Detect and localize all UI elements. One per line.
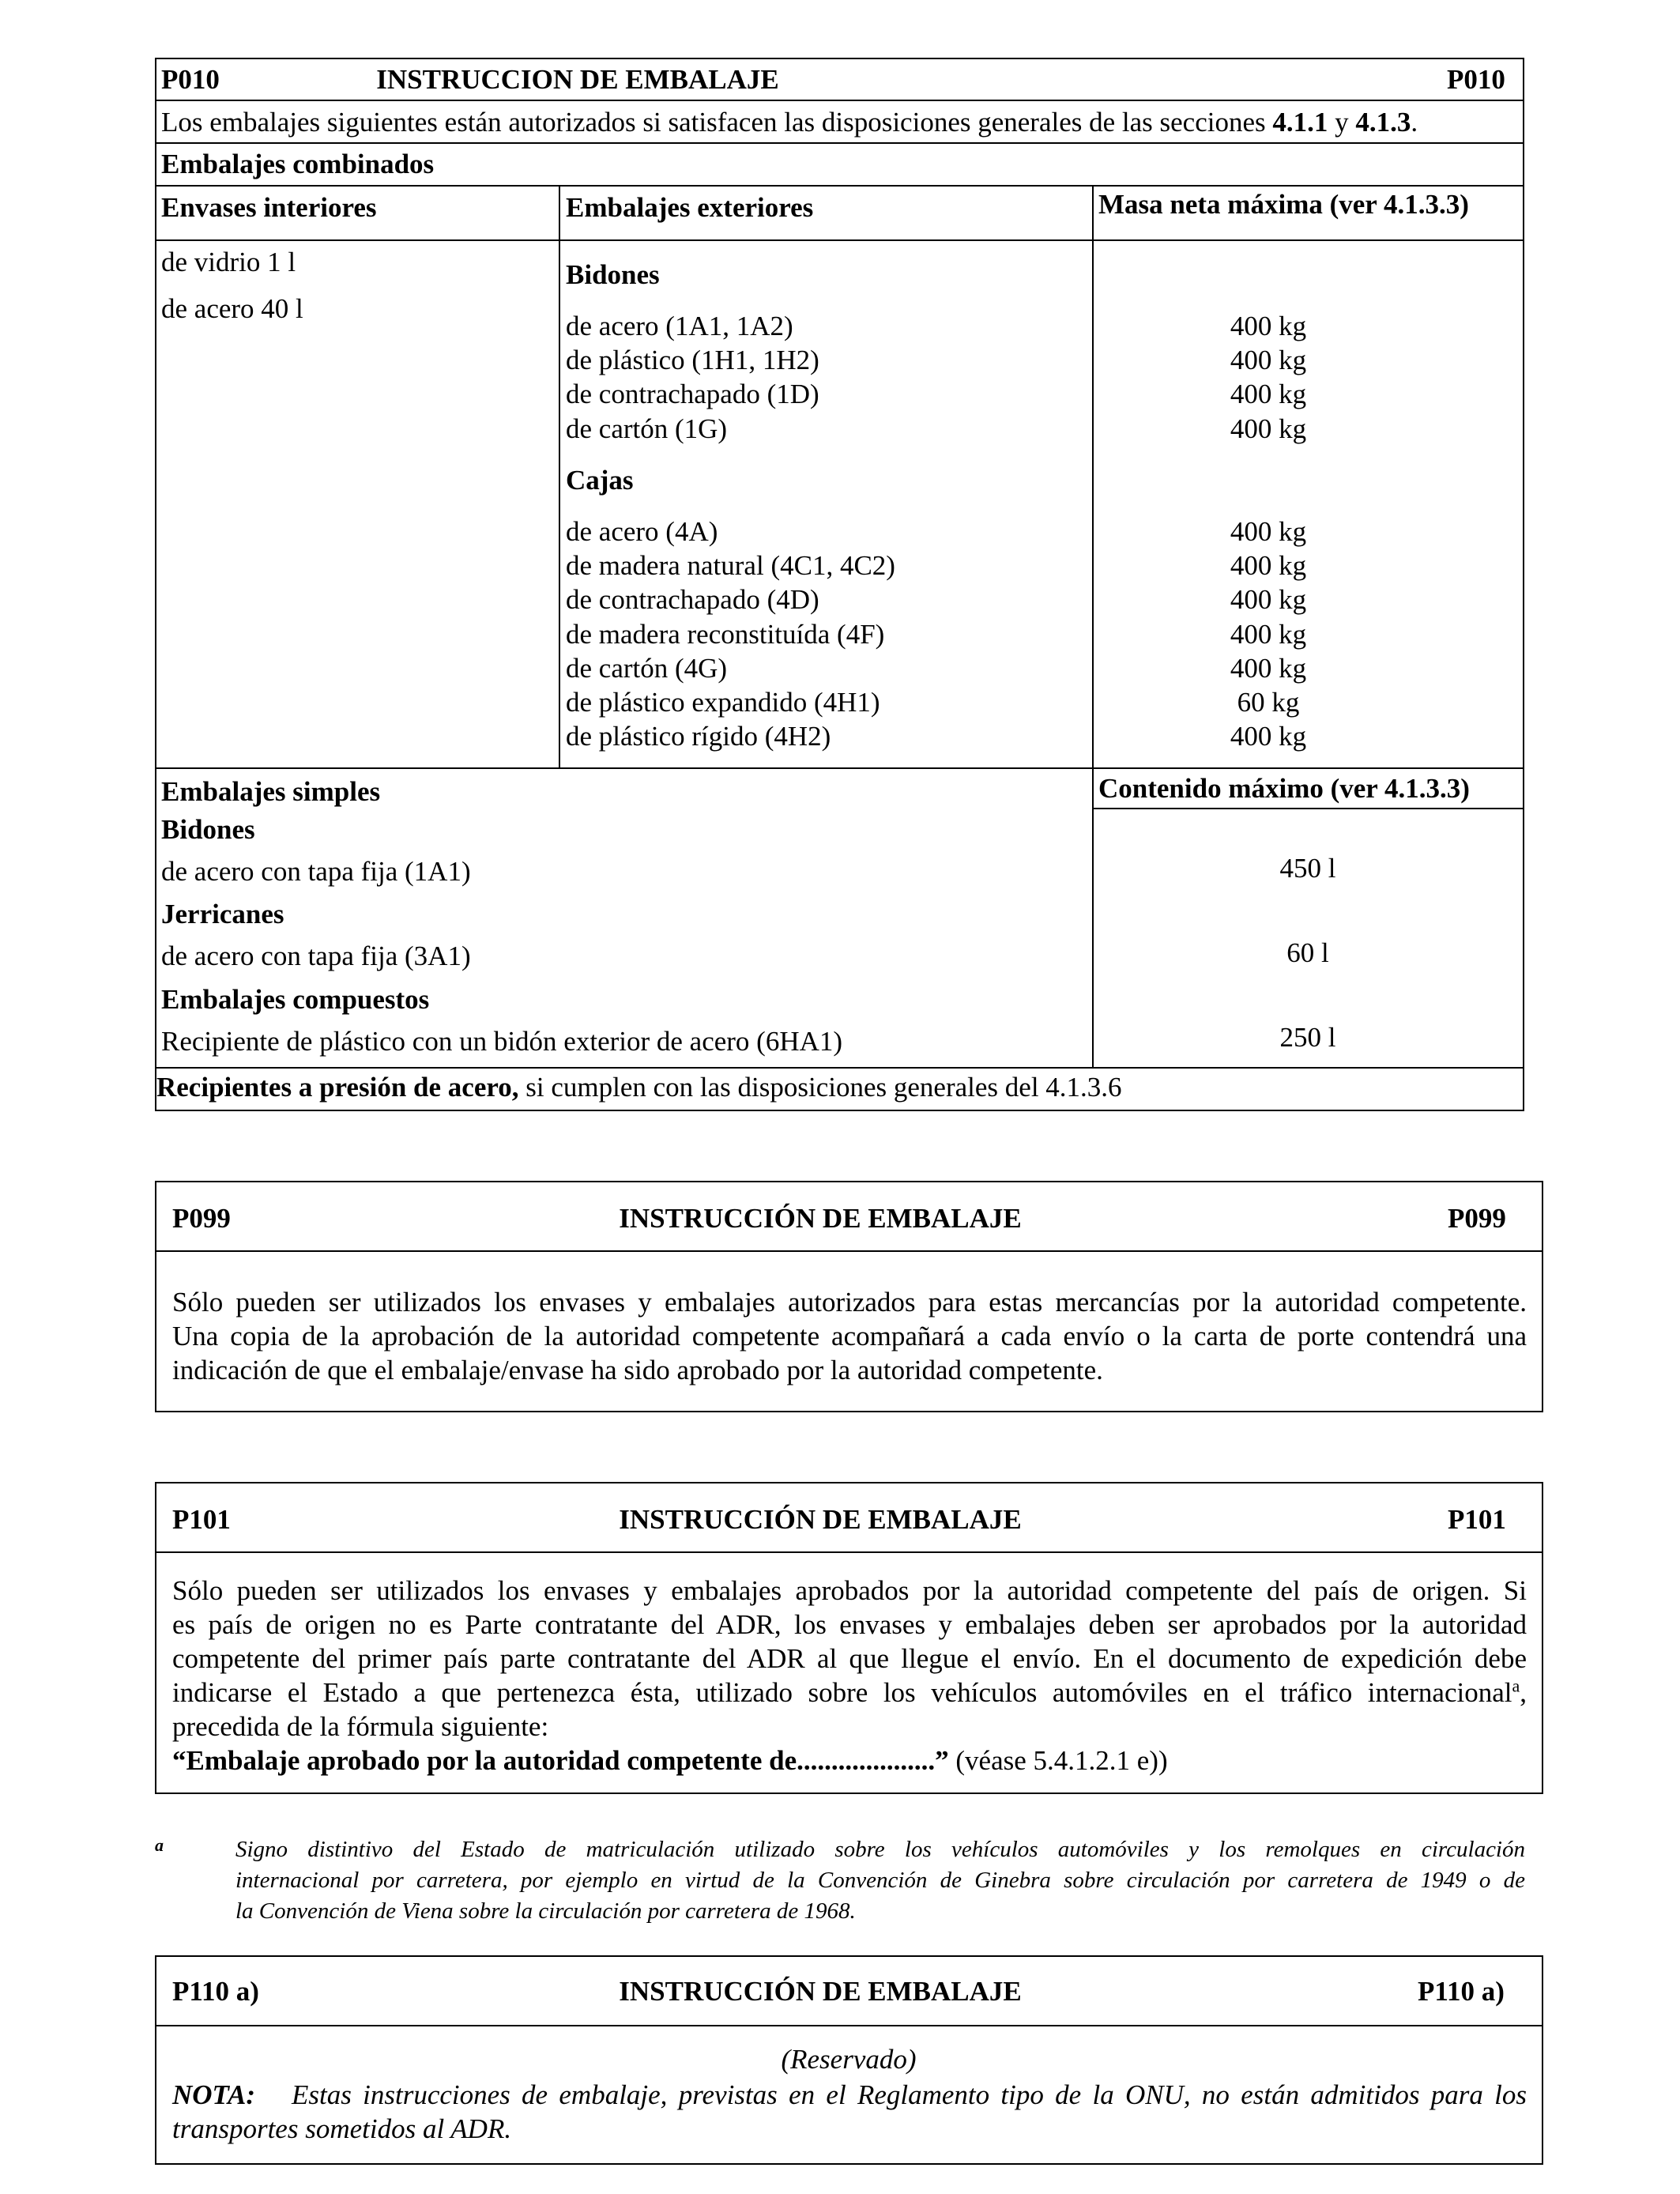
simple-heading: Embalajes simples — [161, 776, 381, 807]
mass-value: 400 kg — [1230, 721, 1307, 752]
combined-heading: Embalajes combinados — [161, 149, 435, 179]
p101-formula: “Embalaje aprobado por la autoridad competente de....................” — [172, 1745, 949, 1776]
p099-title: INSTRUCCIÓN DE EMBALAJE — [619, 1203, 1022, 1234]
group-heading-bidones: Bidones — [566, 259, 660, 290]
outer-item: de plástico expandido (4H1) — [566, 687, 880, 718]
p110a-note: NOTA: Estas instrucciones de embalaje, previstas en el Reglamento tipo de la ONU, no están admitidos para los transportes sometidos al ADR. — [172, 2079, 1527, 2144]
footnote-mark: a — [155, 1835, 164, 1855]
simple-item: de acero con tapa fija (1A1) — [161, 856, 471, 887]
p101-text: Sólo pueden ser utilizados los envases y embalajes aprobados por la autoridad competente del país de origen. Si es país de origen no es Parte contratante del ADR, los envases y embalajes deben ser aprobados por la autoridad competente del primer país parte contratante del ADR al que llegue el envío. En el documento de expedición debe indicarse el Estado a que pertenezca ésta, utilizado sobre los vehículos automóviles en el tráfico internacional$^a$, precedida de la fórmula siguiente: “Embalaje aprobado por la autoridad competente de....................” (véase 5.4.1.2.1 e)) — [172, 1575, 1527, 1776]
p101-box — [155, 1482, 1543, 1794]
mass-value: 400 kg — [1230, 413, 1307, 444]
capacity-value: 60 l — [1286, 937, 1329, 968]
mass-value: 400 kg — [1230, 619, 1307, 650]
outer-item: de acero (1A1, 1A2) — [566, 311, 793, 341]
simple-capacity-heading: Contenido máximo (ver 4.1.3.3) — [1098, 773, 1470, 804]
capacity-value: 450 l — [1279, 853, 1336, 884]
capacity-value: 250 l — [1279, 1022, 1336, 1053]
simple-subheading: Jerricanes — [161, 899, 284, 929]
p110a-box — [155, 1955, 1543, 2165]
p099-text: Sólo pueden ser utilizados los envases y embalajes autorizados para estas mercancías por la autoridad competente. Una copia de la aprobación de la autoridad competente acompañará a cada envío o la carta de porte contendrá una indicación de que el embalaje/envase ha sido aprobado por la autoridad competente. — [172, 1287, 1527, 1385]
p110a-code-right: P110 a) — [1418, 1976, 1505, 2007]
simple-item: Recipiente de plástico con un bidón exterior de acero (6HA1) — [161, 1026, 843, 1057]
outer-item: de cartón (1G) — [566, 413, 728, 444]
mass-value: 400 kg — [1230, 516, 1307, 547]
p099-box — [155, 1181, 1543, 1412]
p101-code-left: P101 — [172, 1504, 231, 1535]
p010-code-left: P010 — [161, 64, 220, 95]
p110a-reserved: (Reservado) — [781, 2044, 917, 2075]
simple-subheading: Bidones — [161, 814, 255, 845]
outer-item: de madera reconstituída (4F) — [566, 619, 885, 650]
outer-item: de madera natural (4C1, 4C2) — [566, 550, 895, 581]
mass-value: 400 kg — [1230, 653, 1307, 684]
outer-item: de acero (4A) — [566, 516, 718, 547]
col-inner-header: Envases interiores — [161, 192, 377, 223]
p010-code-right: P010 — [1447, 64, 1505, 95]
mass-value: 400 kg — [1230, 379, 1307, 409]
outer-item: de cartón (4G) — [566, 653, 728, 684]
simple-item: de acero con tapa fija (3A1) — [161, 941, 471, 971]
inner-item: de acero 40 l — [161, 293, 303, 324]
simple-subheading: Embalajes compuestos — [161, 984, 430, 1015]
p110a-code-left: P110 a) — [172, 1976, 259, 2007]
mass-value: 400 kg — [1230, 584, 1307, 615]
mass-value: 400 kg — [1230, 311, 1307, 341]
p101-title: INSTRUCCIÓN DE EMBALAJE — [619, 1504, 1022, 1535]
mass-value: 400 kg — [1230, 345, 1307, 375]
inner-item: de vidrio 1 l — [161, 247, 296, 277]
col-outer-header: Embalajes exteriores — [566, 192, 814, 223]
p110a-title: INSTRUCCIÓN DE EMBALAJE — [619, 1976, 1022, 2007]
outer-item: de contrachapado (4D) — [566, 584, 819, 615]
p101-code-right: P101 — [1448, 1504, 1506, 1535]
outer-item: de plástico rígido (4H2) — [566, 721, 831, 752]
outer-item: de plástico (1H1, 1H2) — [566, 345, 819, 375]
outer-item: de contrachapado (1D) — [566, 379, 819, 409]
p010-intro: Los embalajes siguientes están autorizados si satisfacen las disposiciones generales de las secciones 4.1.1 y 4.1.3. — [161, 107, 1418, 138]
p010-title: INSTRUCCION DE EMBALAJE — [376, 64, 779, 95]
col-mass-header: Masa neta máxima (ver 4.1.3.3) — [1098, 189, 1469, 220]
mass-value: 60 kg — [1237, 687, 1300, 718]
group-heading-cajas: Cajas — [566, 465, 634, 496]
p010-table — [155, 58, 1524, 1111]
p099-code-right: P099 — [1448, 1203, 1506, 1234]
footnote-ref: a — [1512, 1676, 1520, 1696]
p099-code-left: P099 — [172, 1203, 231, 1234]
pressure-receptacles-row: Recipientes a presión de acero, si cumplen con las disposiciones generales del 4.1.3.6 — [156, 1072, 1122, 1103]
footnote-text: Signo distintivo del Estado de matriculación utilizado sobre los vehículos automóviles y los remolques en circulación internacional por carretera, por ejemplo en virtud de la Convención de Ginebra sobre circulación por carretera de 1949 o de la Convención de Viena sobre la circulación por carretera de 1968. — [235, 1837, 1525, 1924]
mass-value: 400 kg — [1230, 550, 1307, 581]
note-label: NOTA: — [172, 2079, 255, 2110]
